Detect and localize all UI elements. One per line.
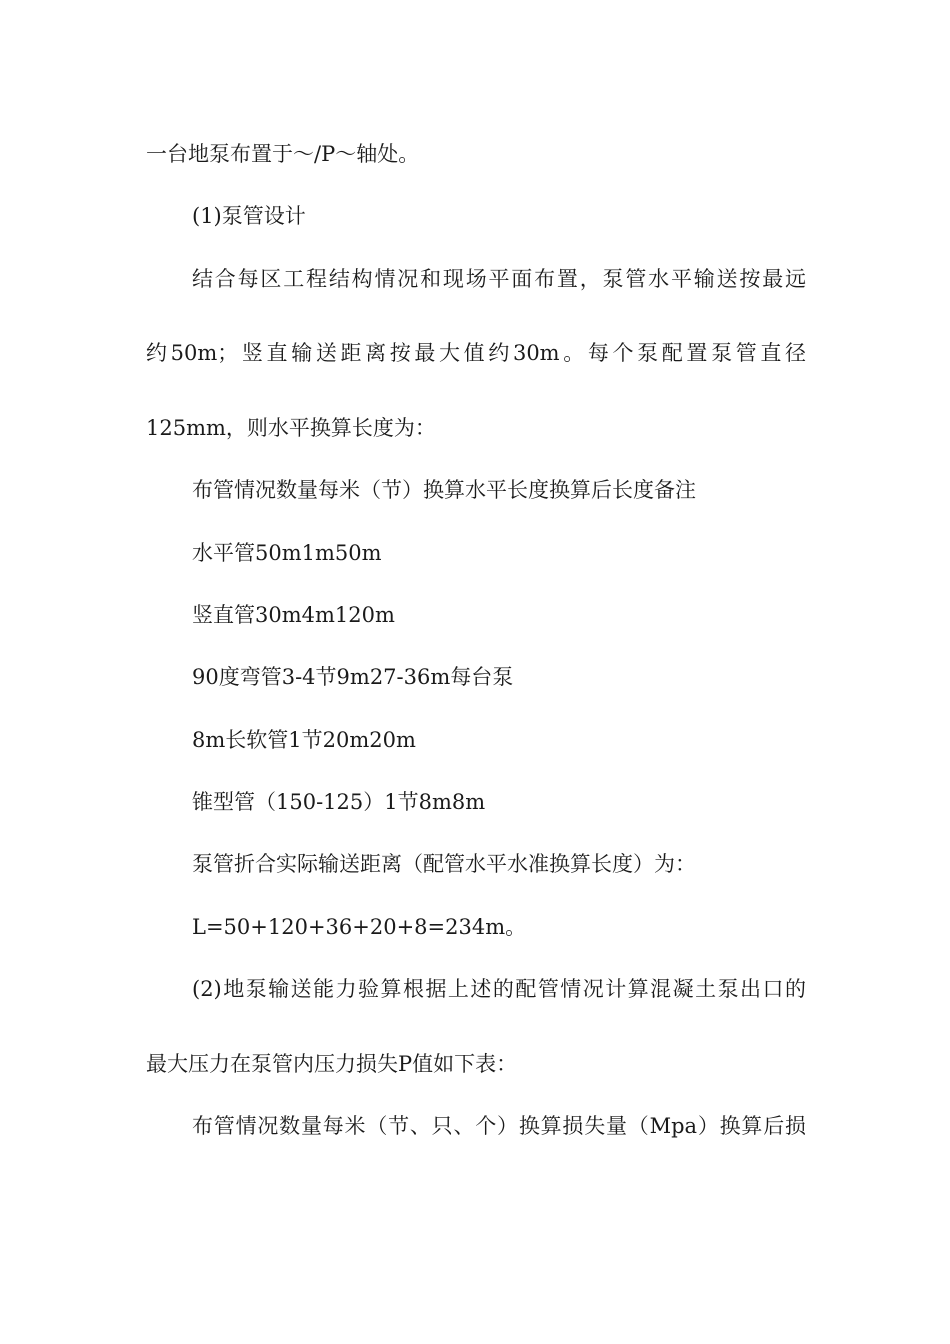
paragraph-line-design-1: 结合每区工程结构情况和现场平面布置，泵管水平输送按最远: [192, 267, 806, 291]
section-heading-pump-pipe-design: (1)泵管设计: [192, 204, 306, 228]
table-header-line-1: 布管情况数量每米（节）换算水平长度换算后长度备注: [192, 478, 696, 502]
table-row-cone-pipe: 锥型管（150-125）1节8m8m: [192, 790, 486, 814]
table-row-horizontal-pipe: 水平管50m1m50m: [192, 541, 382, 565]
table-row-elbow-pipe: 90度弯管3-4节9m27-36m每台泵: [192, 665, 514, 689]
paragraph-line-design-3: 125mm，则水平换算长度为：: [146, 416, 436, 440]
section-heading-pump-capacity-check: (2)地泵输送能力验算根据上述的配管情况计算混凝土泵出口的: [192, 977, 806, 1001]
paragraph-line-design-2: 约50m；竖直输送距离按最大值约30m。每个泵配置泵管直径: [146, 341, 806, 365]
paragraph-line-pressure-loss: 最大压力在泵管内压力损失P值如下表：: [146, 1052, 518, 1076]
table-row-vertical-pipe: 竖直管30m4m120m: [192, 603, 395, 627]
table-row-hose: 8m长软管1节20m20m: [192, 728, 416, 752]
paragraph-line-pump-location: 一台地泵布置于～/P～轴处。: [146, 142, 420, 166]
table-header-line-2: 布管情况数量每米（节、只、个）换算损失量（Mpa）换算后损: [192, 1114, 806, 1138]
formula-line-total-length: L=50+120+36+20+8=234m。: [192, 915, 527, 939]
paragraph-line-equivalent-distance: 泵管折合实际输送距离（配管水平水准换算长度）为：: [192, 852, 696, 876]
